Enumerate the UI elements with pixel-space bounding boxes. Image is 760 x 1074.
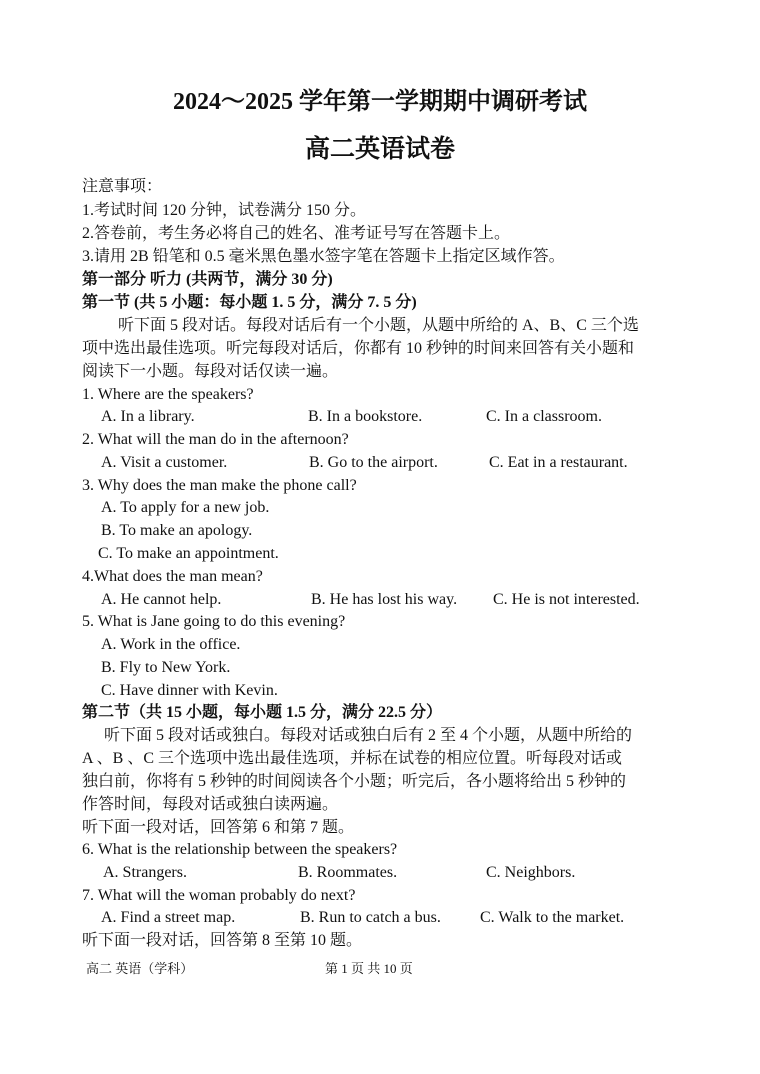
option-c: C. Have dinner with Kevin.	[101, 682, 278, 699]
exam-subtitle: 高二英语试卷	[304, 136, 455, 163]
section2-heading: 第二节（共 15 小题，每小题 1.5 分，满分 22.5 分）	[82, 704, 443, 721]
group-intro: 听下面一段对话，回答第 8 至第 10 题。	[82, 932, 363, 949]
part1-heading: 第一部分 听力 (共两节，满分 30 分)	[82, 271, 333, 288]
section1-instruction: 阅读下一小题。每段对话仅读一遍。	[82, 363, 339, 380]
option-c: C. To make an appointment.	[98, 545, 279, 562]
option-a: A. Visit a customer.	[101, 454, 228, 471]
option-a: A. Work in the office.	[101, 636, 241, 653]
option-c: C. Neighbors.	[486, 864, 576, 881]
option-b: B. Go to the airport.	[309, 454, 438, 471]
option-b: B. Run to catch a bus.	[300, 909, 441, 926]
option-a: A. In a library.	[101, 408, 195, 425]
question-stem: 4.What does the man mean?	[82, 568, 263, 585]
notice-heading: 注意事项：	[82, 178, 163, 195]
option-b: B. He has lost his way.	[311, 591, 458, 608]
notice-item: 1.考试时间 120 分钟，试卷满分 150 分。	[82, 202, 367, 219]
question-stem: 1. Where are the speakers?	[82, 386, 254, 403]
option-c: C. In a classroom.	[486, 408, 602, 425]
notice-item: 3.请用 2B 铅笔和 0.5 毫米黑色墨水签字笔在答题卡上指定区域作答。	[82, 248, 565, 265]
option-c: C. He is not interested.	[493, 591, 640, 608]
question-stem: 2. What will the man do in the afternoon?	[82, 431, 349, 448]
option-b: B. Fly to New York.	[101, 659, 231, 676]
option-c: C. Walk to the market.	[480, 909, 625, 926]
section2-instruction: 独白前，你将有 5 秒钟的时间阅读各个小题；听完后，各小题将给出 5 秒钟的	[82, 773, 627, 790]
question-stem: 5. What is Jane going to do this evening?	[82, 613, 346, 630]
question-stem: 7. What will the woman probably do next?	[82, 887, 356, 904]
section2-instruction: A 、B 、C 三个选项中选出最佳选项，并标在试卷的相应位置。听每段对话或	[82, 750, 623, 767]
option-b: B. In a bookstore.	[308, 408, 423, 425]
notice-item: 2.答卷前，考生务必将自己的姓名、准考证号写在答题卡上。	[82, 225, 511, 242]
exam-title: 2024～2025 学年第一学期期中调研考试	[173, 89, 587, 115]
option-a: A. Find a street map.	[101, 909, 236, 926]
section2-instruction: 作答时间，每段对话或独白读两遍。	[82, 796, 339, 813]
footer-subject: 高二 英语（学科）	[86, 961, 194, 976]
section1-instruction: 项中选出最佳选项。听完每段对话后，你都有 10 秒钟的时间来回答有关小题和	[82, 340, 635, 357]
section2-instruction: 听下面 5 段对话或独白。每段对话或独白后有 2 至 4 个小题，从题中所给的	[104, 727, 633, 744]
option-a: A. He cannot help.	[101, 591, 222, 608]
question-stem: 6. What is the relationship between the speakers?	[82, 841, 398, 858]
option-a: A. To apply for a new job.	[101, 499, 270, 516]
option-b: B. Roommates.	[298, 864, 398, 881]
group-intro: 听下面一段对话，回答第 6 和第 7 题。	[82, 819, 355, 836]
section1-heading: 第一节 (共 5 小题：每小题 1. 5 分，满分 7. 5 分)	[82, 294, 417, 311]
question-stem: 3. Why does the man make the phone call?	[82, 477, 357, 494]
option-a: A. Strangers.	[103, 864, 187, 881]
option-c: C. Eat in a restaurant.	[489, 454, 628, 471]
option-b: B. To make an apology.	[101, 522, 253, 539]
section1-instruction: 听下面 5 段对话。每段对话后有一个小题，从题中所给的 A、B、C 三个选	[118, 317, 639, 334]
footer-page-number: 第 1 页 共 10 页	[325, 961, 413, 976]
